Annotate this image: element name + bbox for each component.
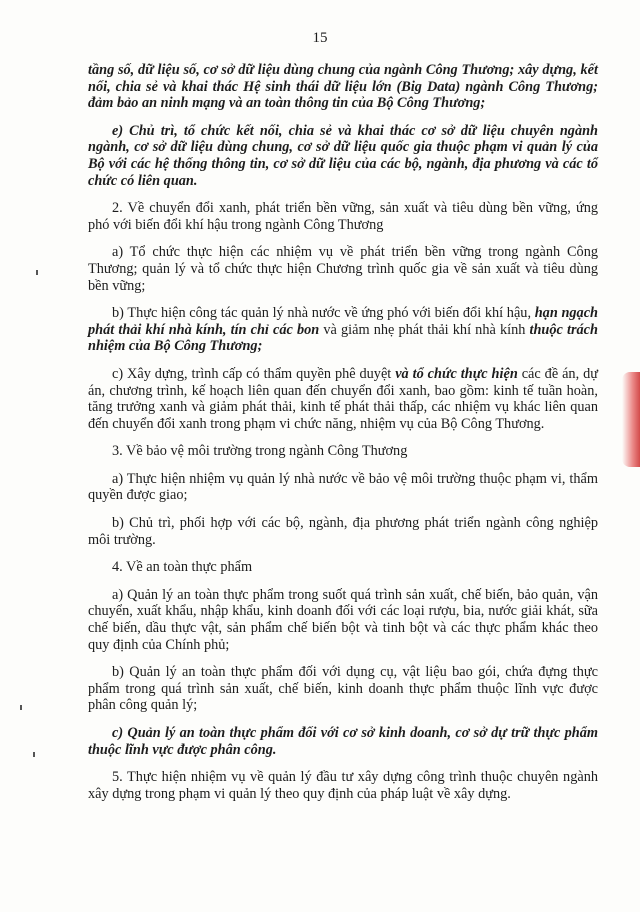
paragraph <box>88 471 598 504</box>
paragraph <box>88 587 598 653</box>
paragraph <box>88 559 598 576</box>
body-text: b) Quản lý an toàn thực phẩm đối với dụng cụ, vật liệu bao gói, chứa đựng thực phẩm trong quá trình sản xuất, chế biến, kinh doanh thực phẩm thuộc lĩnh vực được phân công quản lý; <box>88 664 598 714</box>
body-text: 2. Về chuyển đổi xanh, phát triển bền vững, sản xuất và tiêu dùng bền vững, ứng phó với biến đổi khí hậu trong ngành Công Thương <box>88 200 598 233</box>
scan-speck <box>20 705 22 710</box>
body-text: 3. Về bảo vệ môi trường trong ngành Công Thương <box>112 443 408 460</box>
paragraph <box>88 200 598 233</box>
emphasized-text: và tổ chức thực hiện <box>395 365 518 382</box>
emphasized-text: e) Chủ trì, tổ chức kết nối, chia sẻ và khai thác cơ sở dữ liệu chuyên ngành ngành, cơ sở dữ liệu dùng chung, cơ sở dữ liệu quốc gia thuộc phạm vi quản lý của Bộ với các hệ thống thông tin, cơ sở dữ liệu của các bộ, ngành, địa phương và các tổ chức có liên quan. <box>88 122 598 189</box>
paragraph <box>88 123 598 189</box>
paragraph <box>88 515 598 548</box>
emphasized-text: hạn ngạch phát thải khí nhà kính, tín chỉ các bon <box>88 305 598 338</box>
emphasized-text: c) Quản lý an toàn thực phẩm đối với cơ sở kinh doanh, cơ sở dự trữ thực phẩm thuộc lĩnh vực được phân công. <box>88 725 598 758</box>
body-text: các đề án, dự án, chương trình, kế hoạch liên quan đến chuyển đổi xanh, bao gồm: kinh tế tuần hoàn, tăng trưởng xanh và giảm phát thải, kinh tế phát thải thấp, các nhiệm vụ khác liên quan đến chuyển đổi xanh trong phạm vi chức năng, nhiệm vụ của Bộ Công Thương. <box>88 365 598 432</box>
body-text: b) Thực hiện công tác quản lý nhà nước về ứng phó với biến đổi khí hậu, <box>112 305 535 322</box>
paragraph <box>88 664 598 714</box>
body-text: 5. Thực hiện nhiệm vụ về quản lý đầu tư xây dựng công trình thuộc chuyên ngành xây dựng trong phạm vi quản lý theo quy định của pháp luật về xây dựng. <box>88 769 598 802</box>
paragraph <box>88 62 598 112</box>
body-text: và giảm nhẹ phát thải khí nhà kính <box>319 321 530 338</box>
document-body <box>88 62 598 813</box>
paragraph <box>88 244 598 294</box>
body-text: 4. Về an toàn thực phẩm <box>112 559 253 576</box>
scan-speck <box>33 752 35 757</box>
red-stamp-edge <box>622 372 640 467</box>
body-text: a) Quản lý an toàn thực phẩm trong suốt quá trình sản xuất, chế biến, bảo quản, vận chuyển, xuất khẩu, nhập khẩu, kinh doanh đối với các loại rượu, bia, nước giải khát, sữa chế biến, dầu thực vật, sản phẩm chế biến bột và tinh bột và các thực phẩm khác theo quy định của Chính phủ; <box>88 586 598 653</box>
scan-speck <box>36 270 38 275</box>
paragraph <box>88 366 598 432</box>
page-number: 15 <box>312 30 328 46</box>
paragraph <box>88 725 598 758</box>
body-text: c) Xây dựng, trình cấp có thẩm quyền phê duyệt <box>112 365 396 382</box>
paragraph <box>88 443 598 460</box>
body-text: a) Thực hiện nhiệm vụ quản lý nhà nước về bảo vệ môi trường thuộc phạm vi, thẩm quyền được giao; <box>88 470 598 504</box>
emphasized-text: thuộc trách nhiệm của Bộ Công Thương; <box>88 321 598 355</box>
body-text: a) Tổ chức thực hiện các nhiệm vụ về phát triển bền vững trong ngành Công Thương; quản lý và tổ chức thực hiện Chương trình quốc gia về sản xuất và tiêu dùng bền vững; <box>88 244 598 294</box>
body-text: b) Chủ trì, phối hợp với các bộ, ngành, địa phương phát triển ngành công nghiệp môi trường. <box>88 515 598 548</box>
emphasized-text: tầng số, dữ liệu số, cơ sở dữ liệu dùng chung của ngành Công Thương; xây dựng, kết nối, chia sẻ và khai thác Hệ sinh thái dữ liệu lớn (Big Data) ngành Công Thương; đảm bảo an ninh mạng và an toàn thông tin của Bộ Công Thương; <box>88 62 598 112</box>
paragraph <box>88 769 598 802</box>
paragraph <box>88 305 598 355</box>
